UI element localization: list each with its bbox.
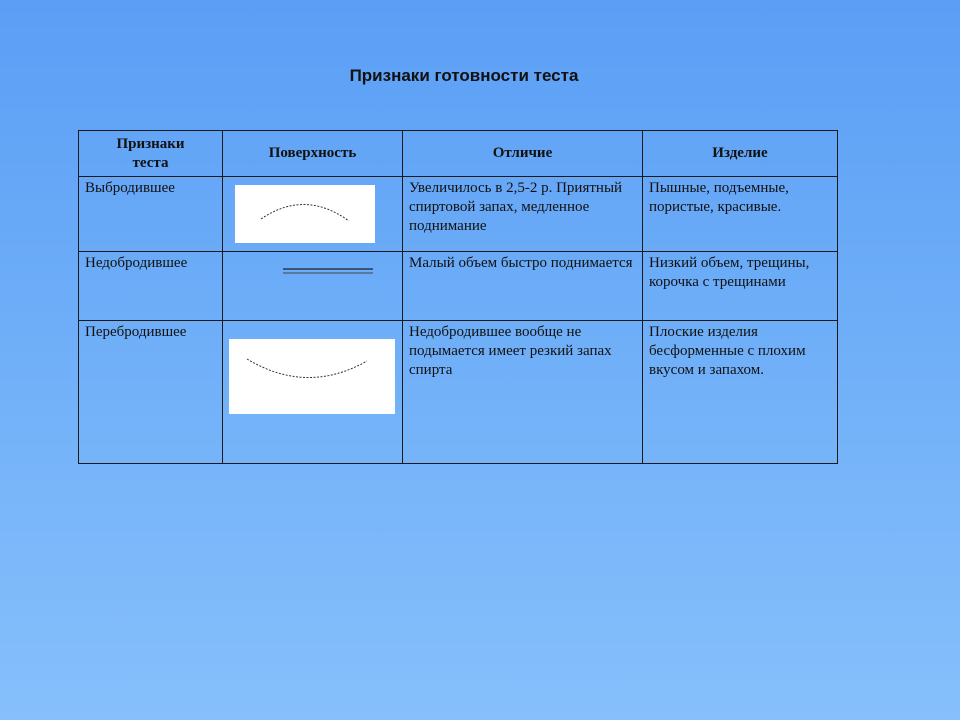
- convex-surface-illustration: [235, 185, 375, 243]
- header-surface: Поверхность: [223, 131, 403, 177]
- flat-surface-line: [283, 266, 375, 276]
- header-sign-line1: Признаки: [116, 135, 185, 152]
- header-sign-line2: теста: [132, 154, 169, 171]
- cell-product: Пышные, подъемные, пористые, красивые.: [643, 177, 838, 252]
- table-row: [79, 321, 838, 464]
- cell-difference: Малый объем быстро поднимается: [403, 252, 643, 321]
- cell-sign: Недобродившее: [79, 252, 223, 321]
- table-row: [79, 252, 838, 321]
- cell-product: Плоские изделия бесформенные с плохим вкусом и запахом.: [643, 321, 838, 464]
- cell-sign: Выбродившее: [79, 177, 223, 252]
- cell-difference: Недобродившее вообще не подымается имеет резкий запах спирта: [403, 321, 643, 464]
- header-difference: Отличие: [403, 131, 643, 177]
- header-product: Изделие: [643, 131, 838, 177]
- header-sign: [79, 131, 223, 177]
- concave-surface-illustration: [229, 339, 395, 414]
- cell-surface: [223, 321, 403, 464]
- cell-surface: [223, 252, 403, 321]
- readiness-table: [78, 130, 838, 464]
- cell-product: Низкий объем, трещины, корочка с трещинами: [643, 252, 838, 321]
- cell-sign: Перебродившее: [79, 321, 223, 464]
- table-row: [79, 177, 838, 252]
- slide-title: Признаки готовности теста: [349, 66, 579, 85]
- cell-difference: Увеличилось в 2,5-2 р. Приятный спиртовой запах, медленное поднимание: [403, 177, 643, 252]
- cell-surface: [223, 177, 403, 252]
- table-header-row: [79, 131, 838, 177]
